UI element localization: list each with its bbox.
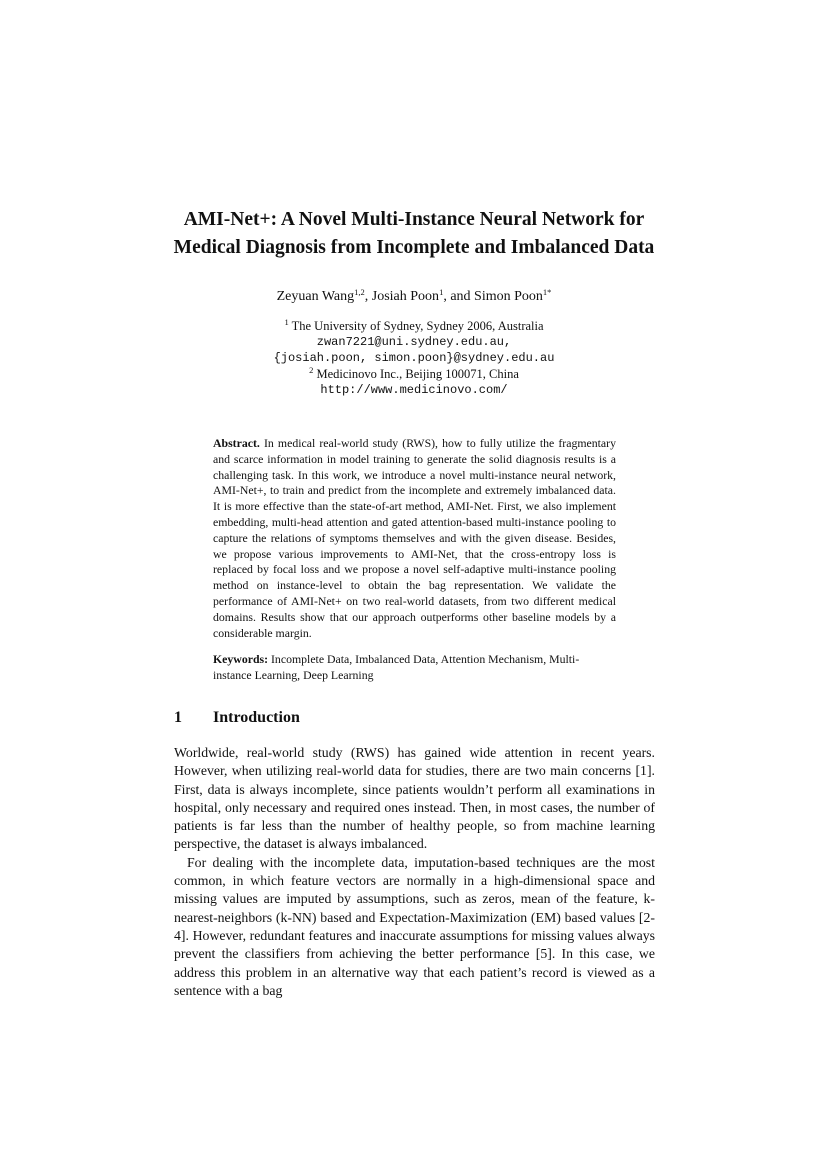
abstract-label: Abstract. [213,436,260,450]
author-affiliation-mark: 1* [542,287,552,297]
section-title: Introduction [213,709,300,726]
author-separator: , [364,289,372,304]
body-paragraph-1: Worldwide, real-world study (RWS) has gained wide attention in recent years. However, when utilizing real-world data for studies, there are two main concerns [1]. First, data is always incomplete, since patients wouldn’t perform all examinations in hospital, only necessary and required ones instead. Then, in most cases, the number of patients is far less than the number of healthy people, so from machine learning perspective, the dataset is always imbalanced. [174,745,655,852]
abstract-text: In medical real-world study (RWS), how to fully utilize the fragmentary and scarce information in model training to generate the solid diagnosis results is a challenging task. In this work, we introduce a novel multi-instance neural network, AMI-Net+, to train and predict from the incomplete and extremely imbalanced data. It is more effective than the state-of-art method, AMI-Net. First, we also implement embedding, multi-head attention and gated attention-based multi-instance pooling to capture the relations of symptoms themselves and with the given disease. Besides, we propose various improvements to AMI-Net, that the cross-entropy loss is replaced by focal loss and we propose a novel self-adaptive multi-instance pooling method on instance-level to obtain the bag representation. We validate the performance of AMI-Net+ on two real-world datasets, from two different medical domains. Results show that our approach outperforms other baseline models by a considerable margin. [213,436,616,640]
affiliation-2-mark: 2 [309,365,314,375]
author-name: Simon Poon [474,289,543,304]
affiliation-2-text: Medicinovo Inc., Beijing 100071, China [316,367,519,381]
affiliation-1 [0,318,828,334]
author-name: Josiah Poon [371,289,440,304]
section-heading-introduction [174,708,300,728]
author-affiliation-mark: 1 [439,287,444,297]
title-line-2: Medical Diagnosis from Incomplete and Imbalanced Data [173,237,655,258]
title-line-1: AMI-Net+: A Novel Multi-Instance Neural Network for [183,209,645,230]
body-text [174,744,655,1000]
section-number: 1 [174,709,182,726]
keywords-label: Keywords: [213,652,269,666]
abstract [213,436,616,641]
author-list [0,288,828,306]
affiliation-2 [0,366,828,382]
abstract-paragraph [213,436,616,641]
body-paragraph-2: For dealing with the incomplete data, imputation-based techniques are the most common, in which feature vectors are normally in a high-dimensional space and missing values are imputed by assumptions, such as zeros, mean of the feature, k-nearest-neighbors (k-NN) based and Expectation-Maximization (EM) based values [2-4]. However, redundant features and inaccurate assumptions for missing values always prevent the classifiers from achieving the better performance [5]. In this case, we address this problem in an alternative way that each patient’s record is viewed as a sentence with a bag [174,854,655,998]
author-affiliation-mark: 1,2 [354,287,365,297]
company-url-link[interactable]: http://www.medicinovo.com/ [320,383,508,397]
email-line-1[interactable]: zwan7221@uni.sydney.edu.au, [316,335,512,349]
affiliation-1-mark: 1 [284,317,289,327]
keywords-text: Incomplete Data, Imbalanced Data, Attention Mechanism, Multi-instance Learning, Deep Learning [213,652,580,682]
keywords [213,652,616,684]
affiliation-1-text: The University of Sydney, Sydney 2006, Australia [291,319,544,333]
author-separator: , and [443,289,475,304]
author-name: Zeyuan Wang [276,289,355,304]
affiliations [0,318,828,398]
email-line-2[interactable]: {josiah.poon, simon.poon}@sydney.edu.au [273,351,555,365]
paper-title [0,206,828,262]
